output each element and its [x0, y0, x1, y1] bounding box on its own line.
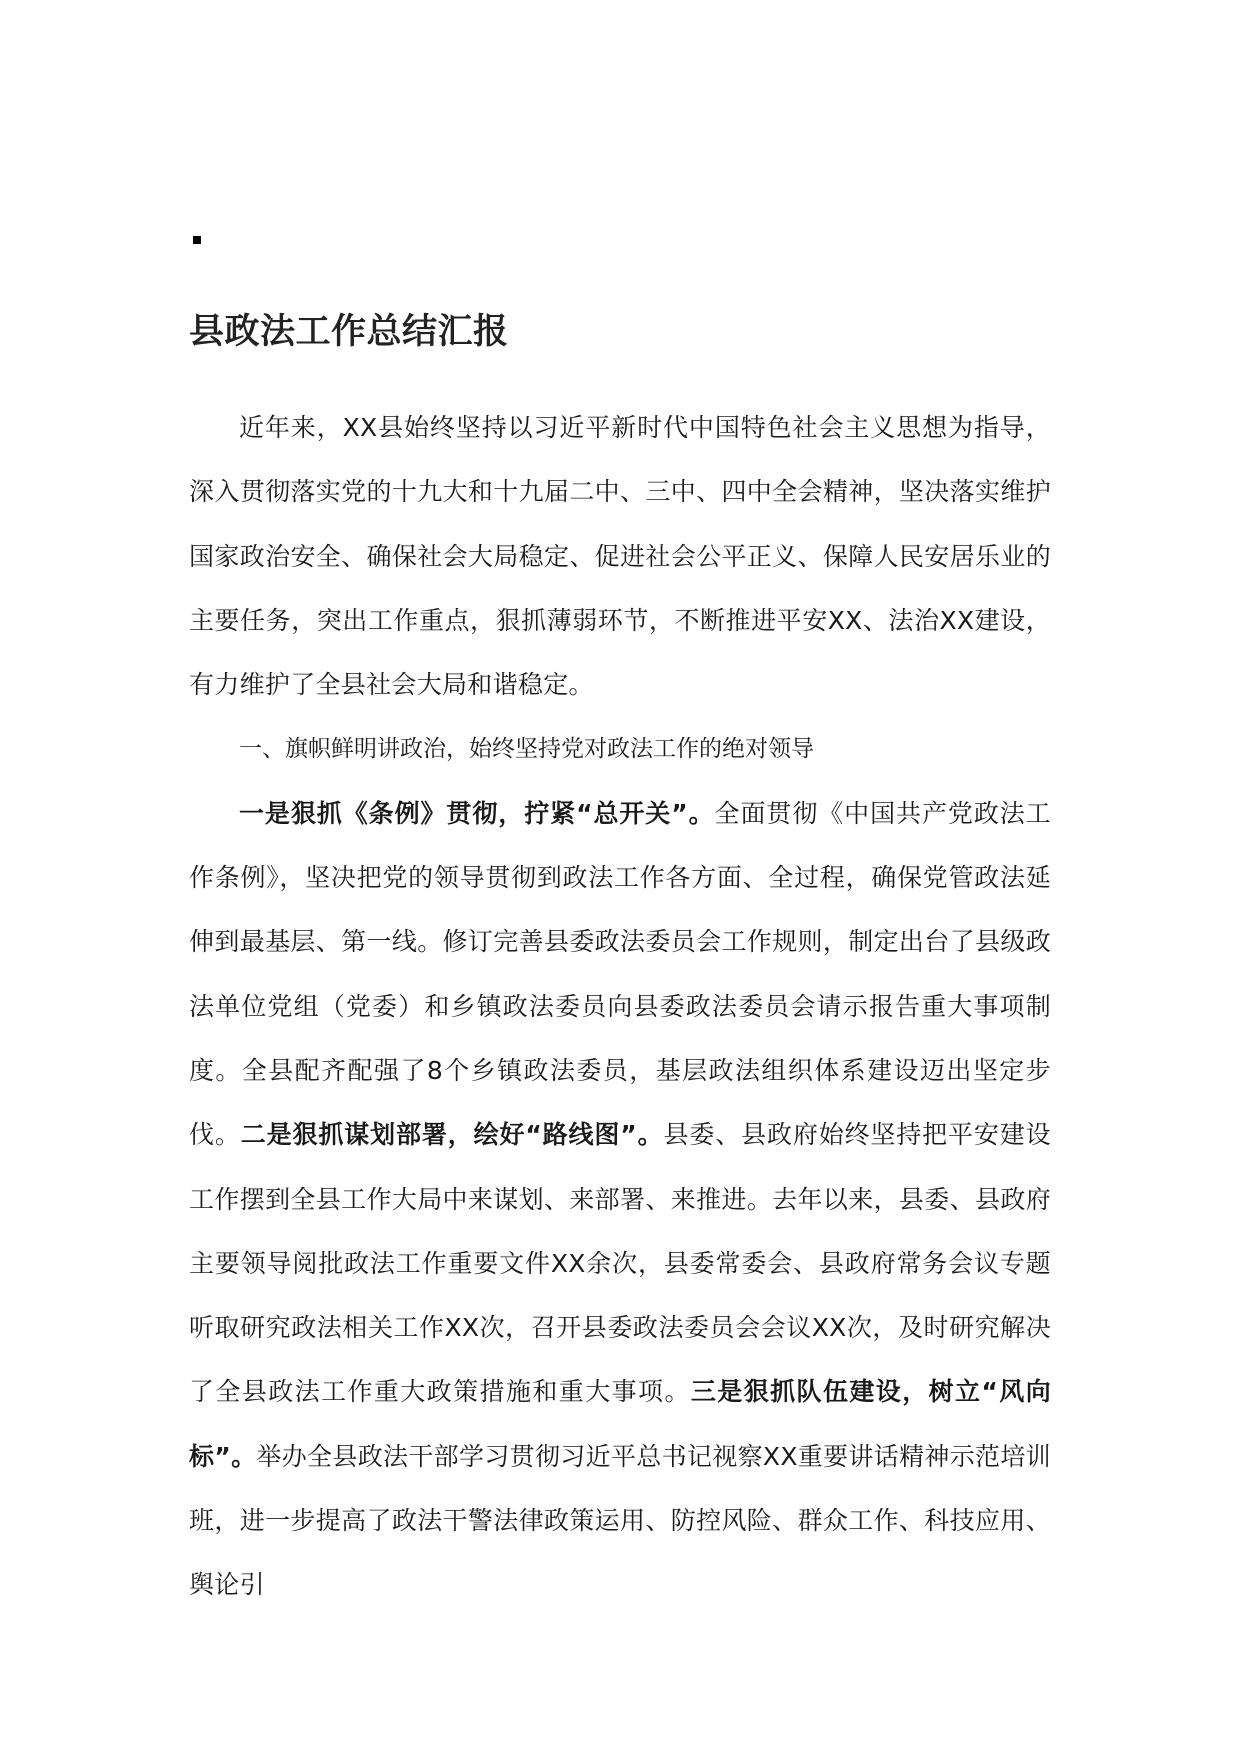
point-1-text: 全面贯彻《中国共产党政法工作条例》，坚决把党的领导贯彻到政法工作各方面、全过程，确保党管政法延伸到最基层、第一线。修订完善县委政法委员会工作规则，制定出台了县级政法单位党组（党委）和乡镇政法委员向县委政法委员会请示报告重大事项制度。全县配齐配强了8个乡镇政法委员，基层政法组织体系建设迈出坚定步伐。 [189, 798, 1051, 1150]
point-2-text: 县委、县政府始终坚持把平安建设工作摆到全县工作大局中来谋划、来部署、来推进。去年以来，县委、县政府主要领导阅批政法工作重要文件XX余次，县委常委会、县政府常务会议专题听取研究政法相关工作XX次，召开县委政法委员会会议XX次，及时研究解决了全县政法工作重大政策措施和重大事项。 [189, 1120, 1051, 1407]
document-body [189, 396, 1051, 1618]
bullet-marker [193, 236, 201, 244]
point-3-lead: 三是狠抓队伍建设，树立“风向标”。 [189, 1377, 1051, 1471]
point-3-text: 举办全县政法干部学习贯彻习近平总书记视察XX重要讲话精神示范培训班，进一步提高了政法干警法律政策运用、防控风险、群众工作、科技应用、舆论引 [189, 1441, 1051, 1600]
point-2-lead: 二是狠抓谋划部署，绘好“路线图”。 [240, 1120, 664, 1150]
point-1-lead: 一是狠抓《条例》贯彻，拧紧“总开关”。 [239, 798, 715, 828]
section-heading: 一、旗帜鲜明讲政治，始终坚持党对政法工作的绝对领导 [239, 736, 814, 763]
document-title: 县政法工作总结汇报 [189, 312, 509, 352]
intro-paragraph: 近年来，XX县始终坚持以习近平新时代中国特色社会主义思想为指导，深入贯彻落实党的十九大和十九届二中、三中、四中全会精神，坚决落实维护国家政治安全、确保社会大局稳定、促进社会公平正义、保障人民安居乐业的主要任务，突出工作重点，狠抓薄弱环节，不断推进平安XX、法治XX建设，有力维护了全县社会大局和谐稳定。 [189, 413, 1051, 700]
section-paragraph [189, 782, 1051, 1618]
